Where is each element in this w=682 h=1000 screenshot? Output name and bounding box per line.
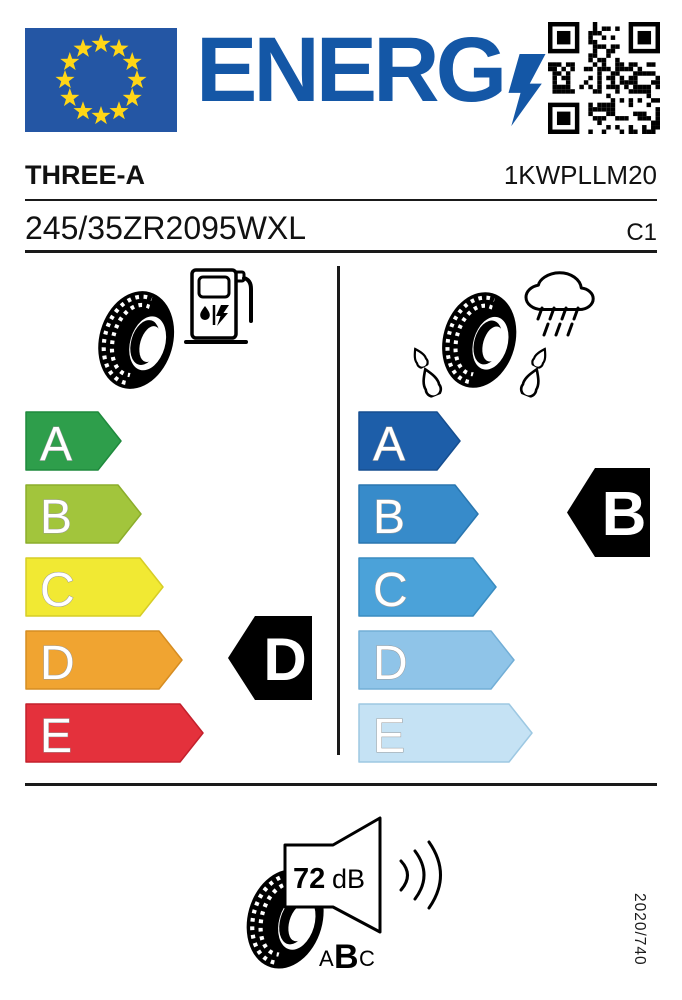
noise-class-b: B [334,938,359,976]
wet-grade-arrow-d [358,630,515,690]
regulation-number: 2020/740 [631,893,648,966]
wet-grade-letter-c: C [373,564,408,617]
fuel-grade-letter-d: D [40,637,75,690]
sound-waves-icon [401,842,441,908]
wet-grade-arrow-c [358,557,497,617]
fuel-grade-letter-b: B [40,491,73,544]
divider [25,783,657,786]
fuel-grade-letter-c: C [40,564,75,617]
noise-value: 72 [293,863,326,895]
fuel-grade-letter-e: E [40,710,73,763]
fuel-grade-arrow-e [25,703,204,763]
fuel-grade-arrow-c [25,557,164,617]
wet-grade-letter-e: E [373,710,406,763]
wet-grip-rating-badge [567,468,650,557]
fuel-rating-letter: D [263,626,307,693]
fuel-rating-badge [228,616,312,700]
tire-size: 245/35ZR2095WXL [25,210,307,246]
wet-grade-letter-a: A [373,418,406,471]
wet-grade-letter-d: D [373,637,408,690]
tyre-class-label: C1 [626,219,657,246]
noise-class-a: A [319,946,334,971]
fuel-grade-arrow-d [25,630,183,690]
noise-unit: dB [332,864,366,894]
noise-tire-speaker-icon [235,813,460,981]
brand-name: THREE-A [25,160,145,190]
noise-class-c: C [359,946,375,971]
wet-grade-arrow-a [358,411,461,471]
fuel-grade-arrow-b [25,484,142,544]
wet-grade-letter-b: B [373,491,406,544]
model-code: 1KWPLLM20 [503,160,657,190]
fuel-grade-arrow-a [25,411,122,471]
energy-logo-text: ENERG [196,19,504,121]
wet-grade-arrow-b [358,484,479,544]
wet-grade-arrow-e [358,703,533,763]
wet-grip-rating-letter: B [601,480,647,549]
fuel-grade-letter-a: A [40,418,73,471]
